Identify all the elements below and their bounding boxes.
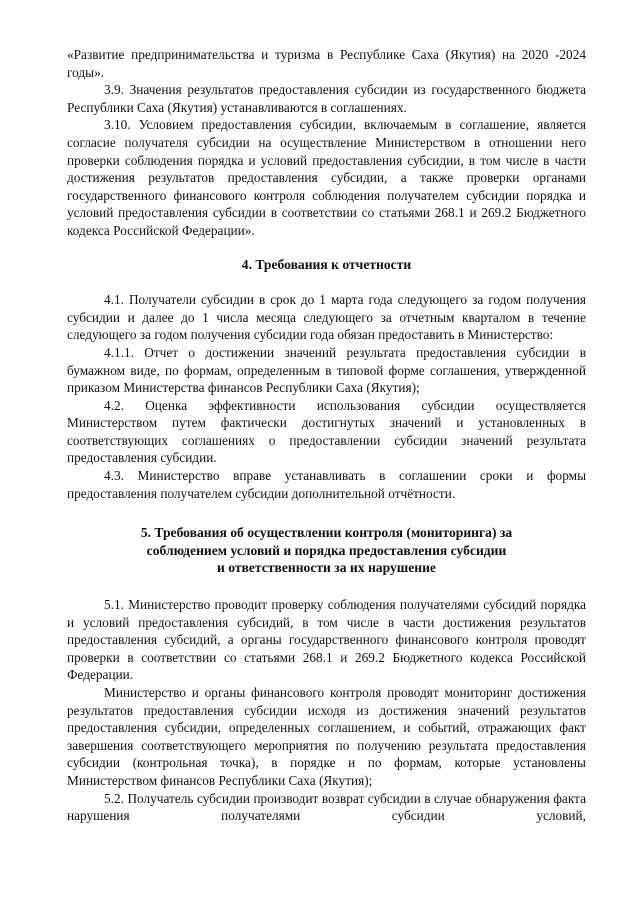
paragraph-4-1-1: 4.1.1. Отчет о достижении значений результата предоставления субсидии в бумажном виде, по формам, определенным в типовой форме соглашения, утвержденной приказом Министерства финансов Республики Саха (Якутия); xyxy=(67,344,586,396)
paragraph-3-9: 3.9. Значения результатов предоставления субсидии из государственного бюджета Республики Саха (Якутия) устанавливаются в соглашениях. xyxy=(67,82,586,115)
document-page xyxy=(67,46,586,825)
paragraph-monitoring: Министерство и органы финансового контроля проводят мониторинг достижения результатов предоставления субсидии исходя из достижения значений результатов предоставления субсидии, определенных соглашением, и событий, отражающих факт завершения соответствующего мероприятия по получению результата предоставления субсидии (контрольная точка), в порядке и по формам, которые установлены Министерством финансов Республики Саха (Якутия); xyxy=(67,685,586,788)
section-4-heading: 4. Требования к отчетности xyxy=(241,256,412,272)
paragraph-4-1: 4.1. Получатели субсидии в срок до 1 марта года следующего за годом получения субсидии и далее до 1 числа месяца следующего за отчетным кварталом в течение следующего за годом получения субсидии года обязан предоставить в Министерство: xyxy=(67,292,586,343)
section-5-heading-line-2: соблюдением условий и порядка предоставления субсидии xyxy=(146,542,507,558)
paragraph-4-2: 4.2. Оценка эффективности использования субсидии осуществляется Министерством путем фактически достигнутых значений и установленных в соответствующих соглашениях о предоставлении субсидии значений результата предоставления субсидии. xyxy=(67,397,586,466)
section-5-heading-line-3: и ответственности за их нарушение xyxy=(217,560,436,576)
paragraph-4-3: 4.3. Министерство вправе устанавливать в соглашении сроки и формы предоставления получателем субсидии дополнительной отчётности. xyxy=(67,468,586,501)
paragraph-5-2: 5.2. Получатель субсидии производит возврат субсидии в случае обнаружения факта нарушения получателями субсидии условий, xyxy=(67,790,586,824)
paragraph-5-1: 5.1. Министерство проводит проверку соблюдения получателями субсидий порядка и условий предоставления субсидий, в том числе в части достижения результатов предоставления субсидий, а органы государственного финансового контроля проводят проверки в соответствии со статьями 268.1 и 269.2 Бюджетного кодекса Российской Федерации. xyxy=(67,597,586,683)
paragraph-3-10: 3.10. Условием предоставления субсидии, включаемым в соглашение, является согласие получателя субсидии на осуществление Министерством в отношении него проверки соблюдения порядка и условий предоставления субсидии, в том числе в части достижения результатов предоставления субсидии, а также проверки органами государственного финансового контроля соблюдения получателем субсидии порядка и условий предоставления субсидии в соответствии со статьями 268.1 и 269.2 Бюджетного кодекса Российской Федерации». xyxy=(67,117,586,238)
section-5-heading-line-1: 5. Требования об осуществлении контроля (мониторинга) за xyxy=(140,525,513,541)
paragraph-program-title: «Развитие предпринимательства и туризма в Республике Саха (Якутия) на 2020 -2024 годы». xyxy=(67,47,586,80)
